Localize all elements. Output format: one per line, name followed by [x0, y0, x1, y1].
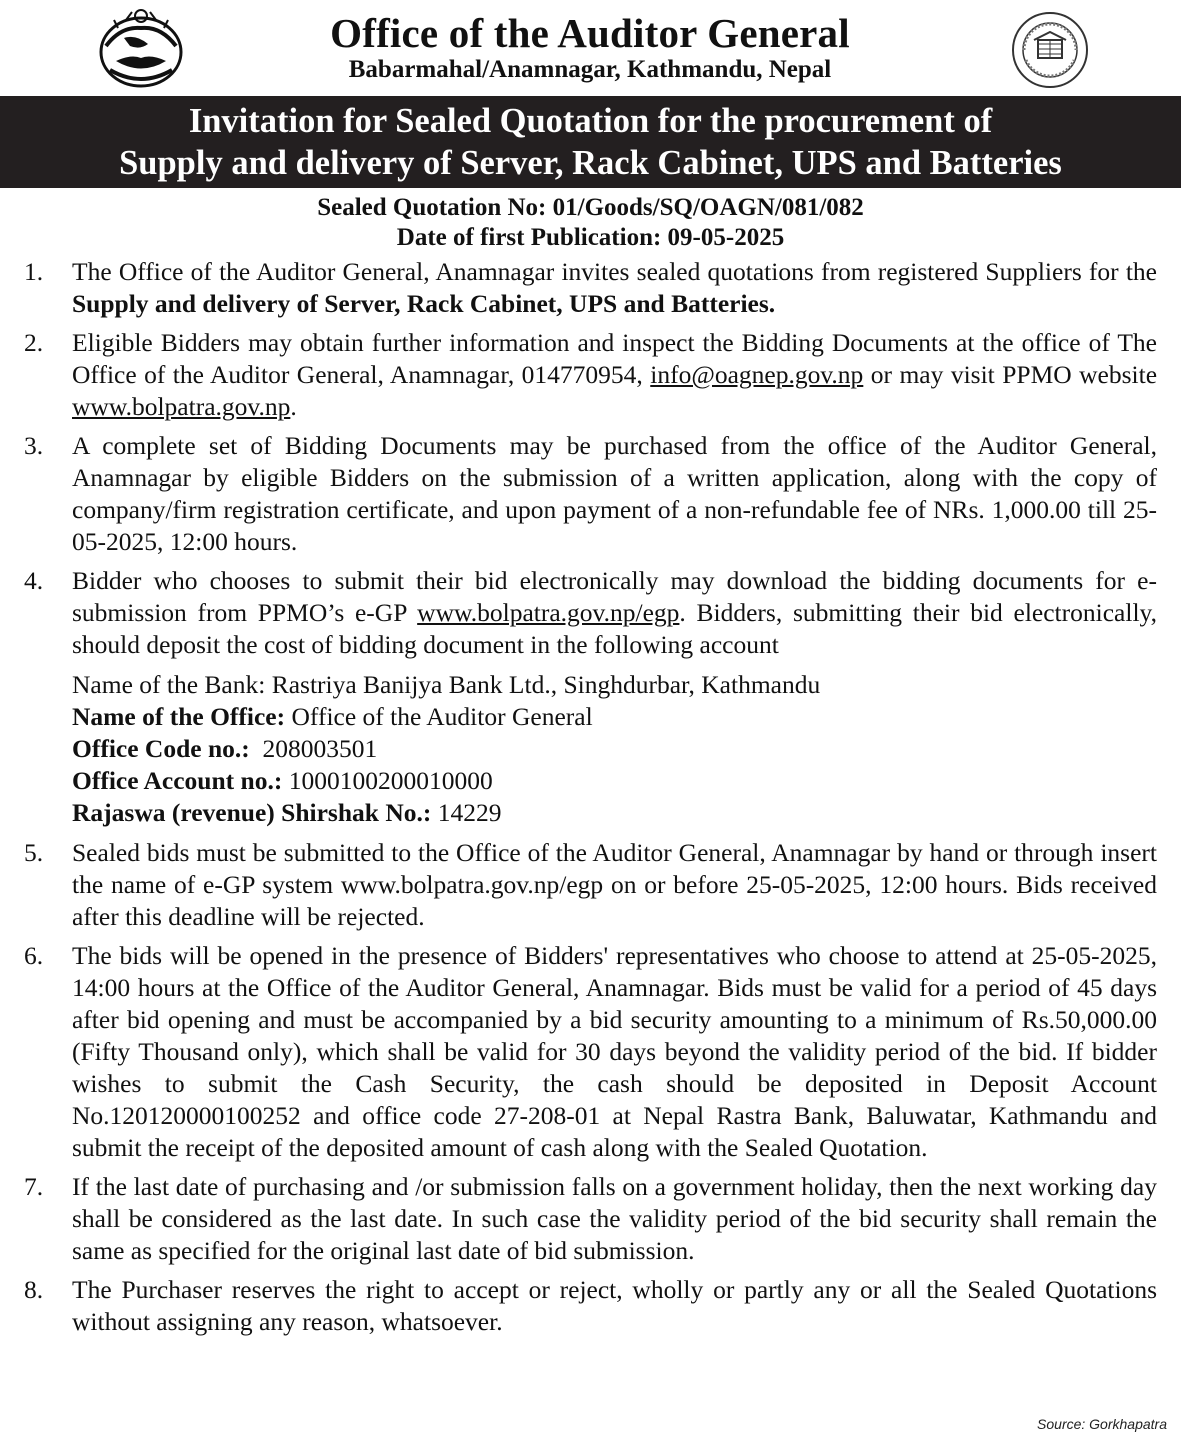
bank-details: [72, 669, 1157, 829]
list-item: [24, 430, 1157, 558]
item-text-bold: Supply and delivery of Server, Rack Cabinet, UPS and Batteries.: [72, 289, 776, 318]
bank-revenue-label: Rajaswa (revenue) Shirshak No.:: [72, 798, 432, 827]
list-item: [24, 565, 1157, 661]
egp-link[interactable]: www.bolpatra.gov.np/egp: [417, 598, 680, 627]
source-credit: Source: Gorkhapatra: [1037, 1416, 1167, 1432]
item-text-part: or may visit PPMO website: [863, 360, 1158, 389]
bank-office-row: [72, 701, 1157, 733]
bank-name: Name of the Bank: Rastriya Banijya Bank Ltd., Singhdurbar, Kathmandu: [72, 670, 821, 699]
bank-code-value: 208003501: [249, 734, 378, 763]
bank-account-row: [72, 765, 1157, 797]
organization-address: Babarmahal/Anamnagar, Kathmandu, Nepal: [348, 56, 832, 83]
bank-code-row: [72, 733, 1157, 765]
bank-revenue-value: 14229: [431, 798, 502, 827]
publication-date: Date of first Publication: 09-05-2025: [396, 224, 785, 251]
item-text-part: The Office of the Auditor General, Anamnagar invites sealed quotations from registered Suppliers for the: [72, 257, 1157, 286]
email-link[interactable]: info@oagnep.gov.np: [650, 360, 864, 389]
item-text: A complete set of Bidding Documents may be purchased from the office of the Auditor General, Anamnagar by eligible Bidders on the submission of a written application, along with the copy of company/firm registration certificate, and upon payment of a non-refundable fee of NRs. 1,000.00 till 25-05-2025, 12:00 hours.: [72, 431, 1157, 556]
banner-line-1: Invitation for Sealed Quotation for the procurement of: [188, 102, 993, 140]
bank-office-label: Name of the Office:: [72, 702, 286, 731]
item-number: 5.: [24, 838, 44, 867]
item-text-part: Bidder who chooses to submit their bid electronically may download the bidding documents for e-submission from PPMO’s e-GP: [72, 566, 1157, 627]
bank-account-label: Office Account no.:: [72, 766, 283, 795]
item-text: If the last date of purchasing and /or submission falls on a government holiday, then the next working day shall be considered as the last date. In such case the validity period of the bid security shall remain the same as specified for the original last date of bid submission.: [72, 1172, 1157, 1265]
reference-block: [0, 193, 1181, 253]
item-number: 2.: [24, 328, 44, 357]
item-text-part: Eligible Bidders may obtain further information and inspect the Bidding Documents at the office of The Office of the Auditor General, Anamnagar, 014770954,: [72, 328, 1157, 389]
list-item: [24, 837, 1157, 933]
oag-seal-logo: [1010, 10, 1090, 90]
bank-account-value: 1000100200010000: [282, 766, 493, 795]
list-item: [24, 1171, 1157, 1267]
item-text: The Purchaser reserves the right to accept or reject, wholly or partly any or all the Sealed Quotations without assigning any reason, whatsoever.: [72, 1275, 1157, 1336]
list-item: [24, 1274, 1157, 1338]
website-link[interactable]: www.bolpatra.gov.np: [72, 392, 291, 421]
list-item: [24, 256, 1157, 320]
item-text: [72, 565, 1157, 661]
item-text: [72, 327, 1157, 423]
item-text: Sealed bids must be submitted to the Office of the Auditor General, Anamnagar by hand or through insert the name of e-GP system www.bolpatra.gov.np/egp on or before 25-05-2025, 12:00 hours. Bids received after this deadline will be rejected.: [72, 838, 1157, 931]
notice-body: [24, 256, 1157, 1345]
organization-name: Office of the Auditor General: [330, 10, 850, 56]
list-item: [24, 327, 1157, 423]
item-text-part: .: [290, 392, 297, 421]
bank-revenue-row: [72, 797, 1157, 829]
item-number: 3.: [24, 431, 44, 460]
banner-line-2: Supply and delivery of Server, Rack Cabinet, UPS and Batteries: [119, 144, 1062, 182]
quotation-number: Sealed Quotation No: 01/Goods/SQ/OAGN/081/082: [317, 194, 864, 221]
item-number: 8.: [24, 1275, 44, 1304]
item-text-part: . Bidders, submitting their bid electronically, should deposit the cost of bidding document in the following account: [72, 598, 1157, 659]
item-number: 4.: [24, 566, 44, 595]
item-text: [72, 256, 1157, 320]
item-number: 6.: [24, 941, 44, 970]
bank-code-label: Office Code no.:: [72, 734, 250, 763]
list-item: [24, 940, 1157, 1164]
nepal-emblem-logo: [96, 6, 186, 90]
title-banner: [0, 96, 1181, 188]
bank-office-value: Office of the Auditor General: [285, 702, 593, 731]
item-number: 7.: [24, 1172, 44, 1201]
item-number: 1.: [24, 257, 44, 286]
page-header: [0, 0, 1181, 96]
item-text: The bids will be opened in the presence of Bidders' representatives who choose to attend at 25-05-2025, 14:00 hours at the Office of the Auditor General, Anamnagar. Bids must be valid for a period of 45 days after bid opening and must be accompanied by a bid security amounting to a minimum of Rs.50,000.00 (Fifty Thousand only), which shall be valid for 30 days beyond the validity period of the bid. If bidder wishes to submit the Cash Security, the cash should be deposited in Deposit Account No.120120000100252 and office code 27-208-01 at Nepal Rastra Bank, Baluwatar, Kathmandu and submit the receipt of the deposited amount of cash along with the Sealed Quotation.: [72, 941, 1157, 1162]
